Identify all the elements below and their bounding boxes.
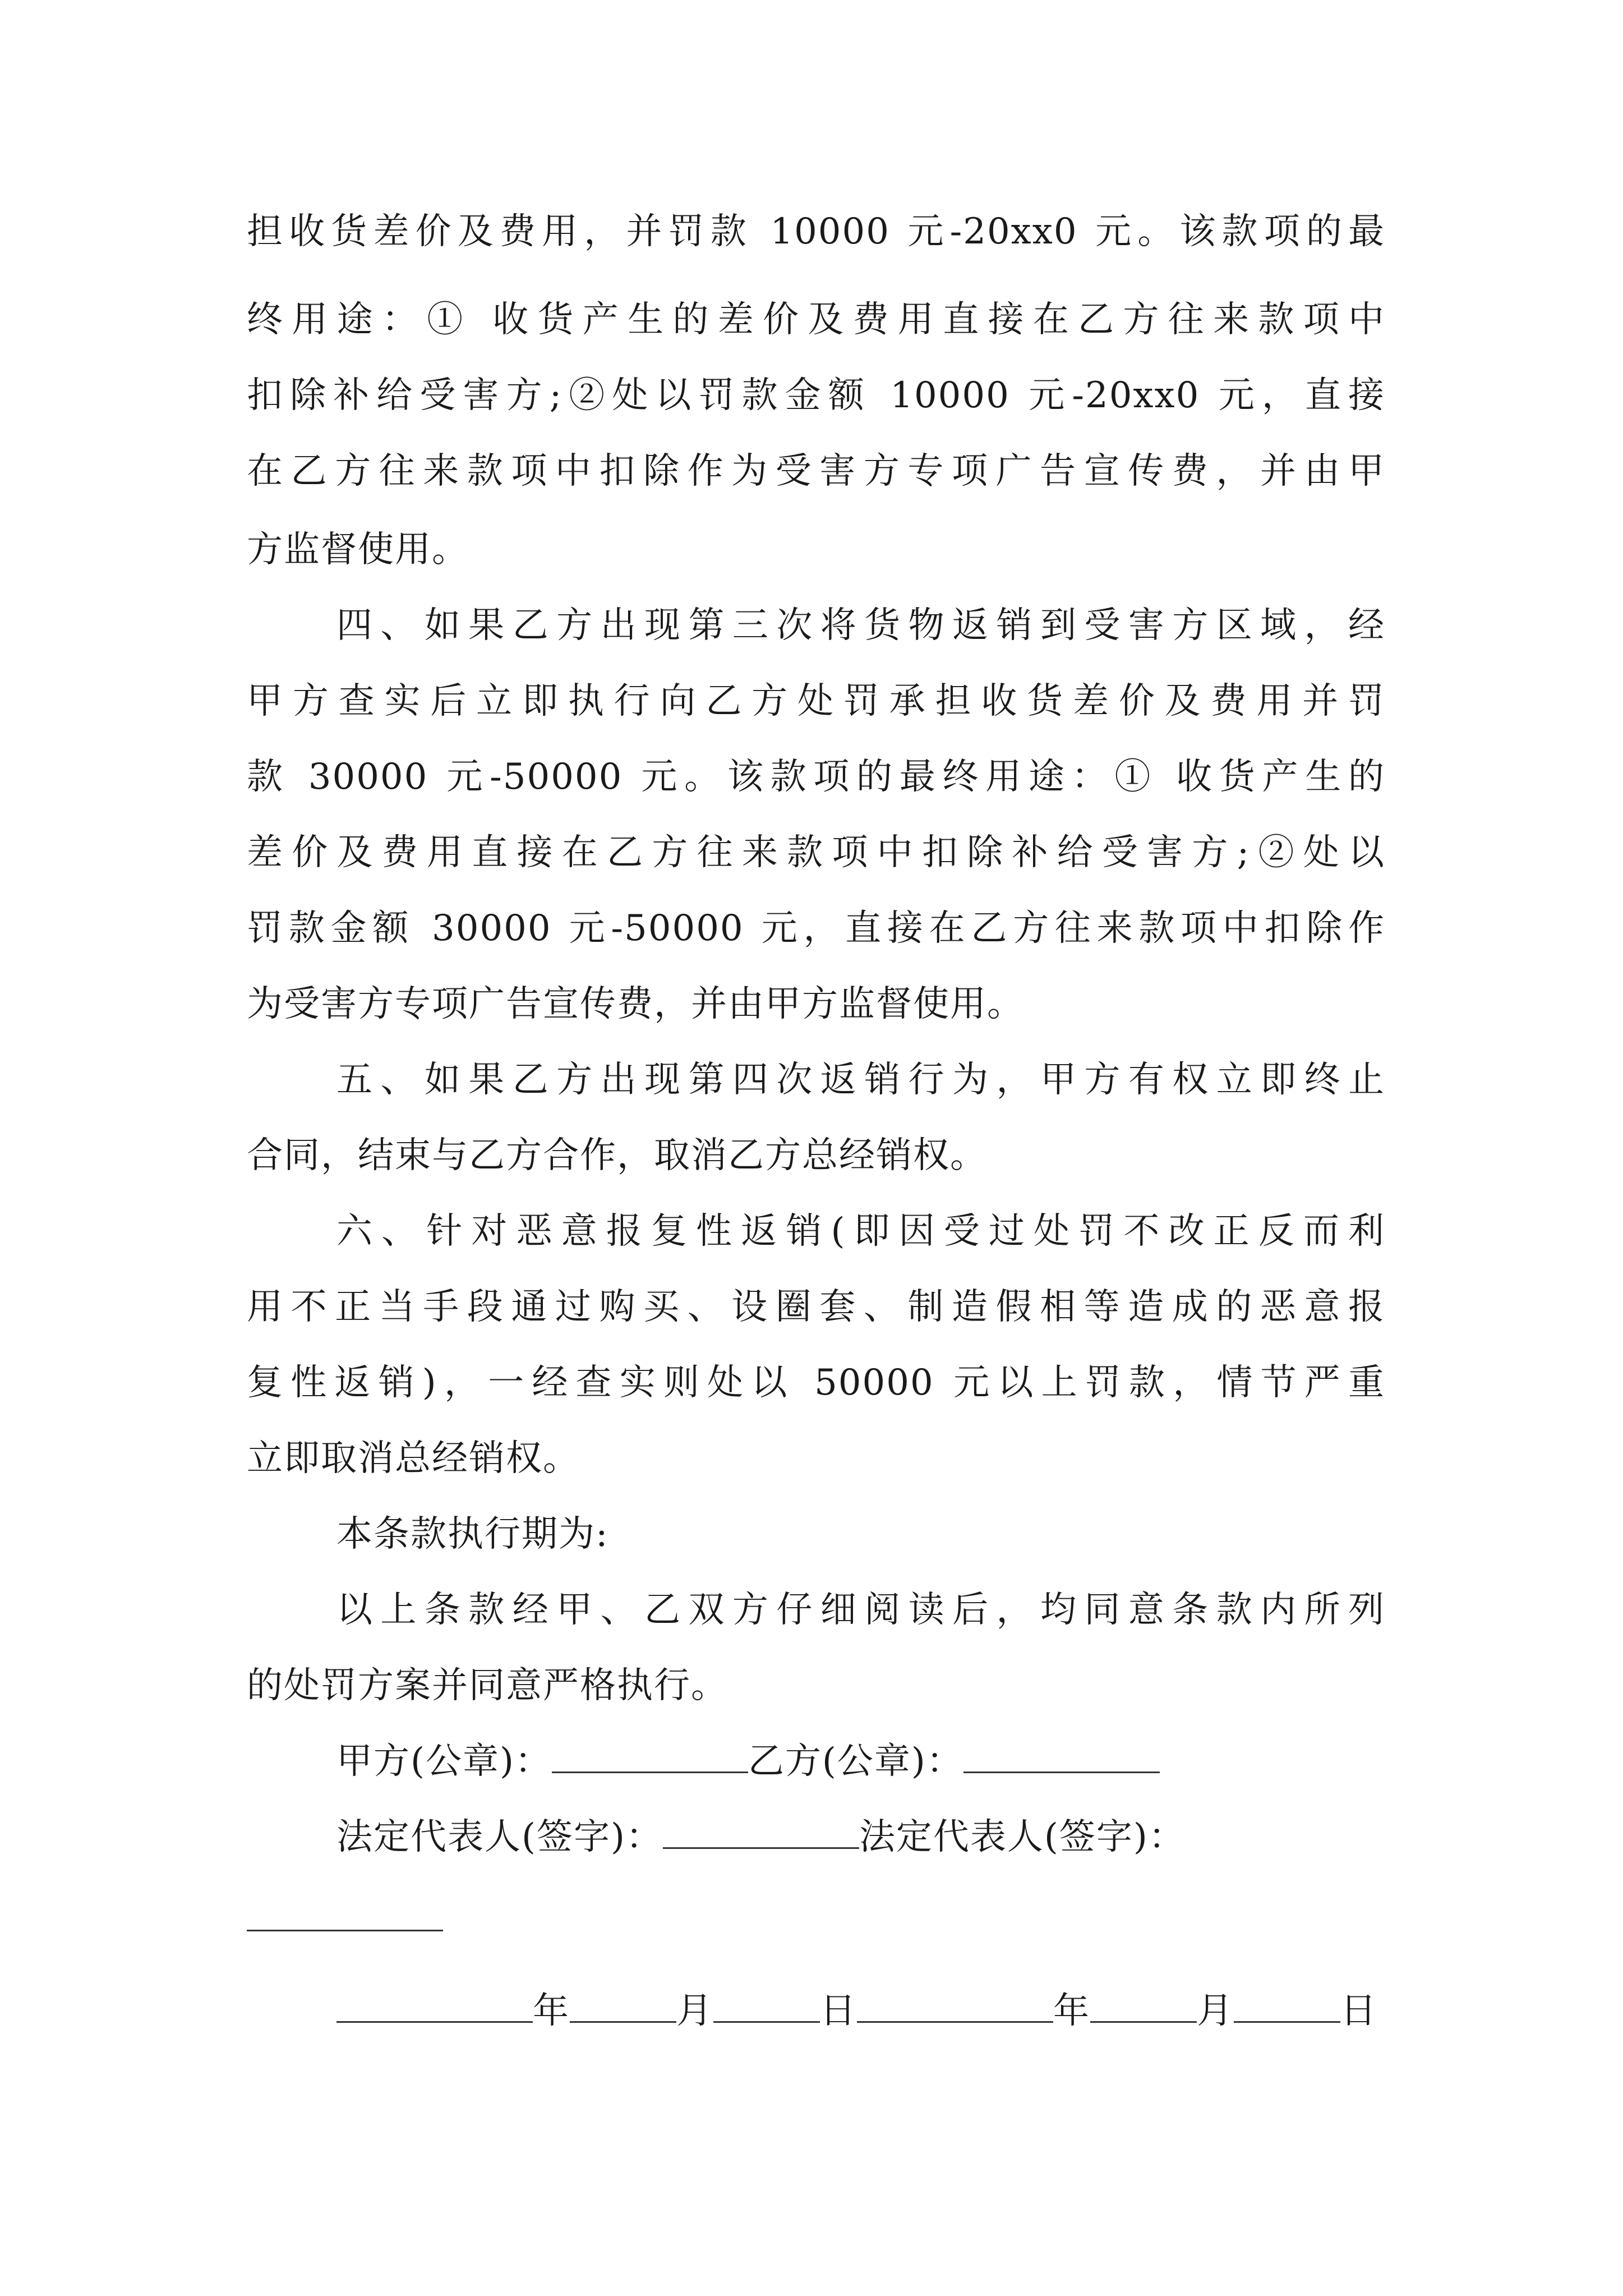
rep-b-signature-blank[interactable] xyxy=(247,1930,443,1931)
year-label: 年 xyxy=(1053,1990,1090,2032)
paragraph-line: 以上条款经甲、乙双方仔细阅读后，均同意条款内所列 xyxy=(336,1589,1385,1631)
paragraph-line: 款 30000 元-50000 元。该款项的最终用途：① 收货产生的 xyxy=(247,756,1385,798)
paragraph-line: 罚款金额 30000 元-50000 元，直接在乙方往来款项中扣除作 xyxy=(247,908,1385,949)
paragraph-line: 扣除补给受害方;②处以罚款金额 10000 元-20xx0 元，直接 xyxy=(247,375,1385,416)
paragraph-line: 四、如果乙方出现第三次将货物返销到受害方区域，经 xyxy=(336,605,1385,646)
date-row xyxy=(336,1989,1377,2033)
paragraph-line: 本条款执行期为: xyxy=(336,1513,609,1555)
month-label: 月 xyxy=(676,1990,713,2032)
month-a-blank[interactable] xyxy=(570,1990,676,2023)
rep-a-label: 法定代表人(签字)： xyxy=(336,1816,663,1858)
paragraph-line: 在乙方往来款项中扣除作为受害方专项广告宣传费，并由甲 xyxy=(247,450,1385,492)
paragraph-line: 复性返销)，一经查实则处以 50000 元以上罚款，情节严重 xyxy=(247,1362,1385,1404)
party-b-seal-blank[interactable] xyxy=(963,1740,1160,1773)
year-a-blank[interactable] xyxy=(336,1990,533,2023)
representative-row xyxy=(336,1815,1385,1860)
rep-b-label: 法定代表人(签字)： xyxy=(859,1816,1186,1858)
party-b-seal-label: 乙方(公章)： xyxy=(748,1741,963,1782)
month-label: 月 xyxy=(1197,1990,1234,2032)
party-a-seal-blank[interactable] xyxy=(552,1740,748,1773)
paragraph-line: 合同，结束与乙方合作，取消乙方总经销权。 xyxy=(247,1135,987,1176)
paragraph-line: 立即取消总经销权。 xyxy=(247,1438,580,1479)
month-b-blank[interactable] xyxy=(1090,1990,1197,2023)
paragraph-line: 用不正当手段通过购买、设圈套、制造假相等造成的恶意报 xyxy=(247,1286,1385,1328)
day-label: 日 xyxy=(1340,1990,1377,2032)
day-b-blank[interactable] xyxy=(1234,1990,1340,2023)
paragraph-line: 担收货差价及费用，并罚款 10000 元-20xx0 元。该款项的最 xyxy=(247,211,1385,252)
paragraph-line: 方监督使用。 xyxy=(247,529,469,570)
day-a-blank[interactable] xyxy=(713,1990,820,2023)
paragraph-line: 差价及费用直接在乙方往来款项中扣除补给受害方;②处以 xyxy=(247,832,1385,873)
paragraph-line: 为受害方专项广告宣传费，并由甲方监督使用。 xyxy=(247,983,1024,1025)
paragraph-line: 终用途：① 收货产生的差价及费用直接在乙方往来款项中 xyxy=(247,299,1385,341)
paragraph-line: 的处罚方案并同意严格执行。 xyxy=(247,1665,728,1706)
paragraph-line: 六、针对恶意报复性返销(即因受过处罚不改正反而利 xyxy=(336,1211,1385,1252)
year-b-blank[interactable] xyxy=(857,1990,1053,2023)
paragraph-line: 五、如果乙方出现第四次返销行为，甲方有权立即终止 xyxy=(336,1059,1385,1101)
paragraph-line: 甲方查实后立即执行向乙方处罚承担收货差价及费用并罚 xyxy=(247,680,1385,722)
year-label: 年 xyxy=(533,1990,570,2032)
rep-a-signature-blank[interactable] xyxy=(663,1816,859,1849)
party-a-seal-label: 甲方(公章)： xyxy=(336,1741,552,1782)
seal-row xyxy=(336,1739,1385,1784)
day-label: 日 xyxy=(820,1990,857,2032)
